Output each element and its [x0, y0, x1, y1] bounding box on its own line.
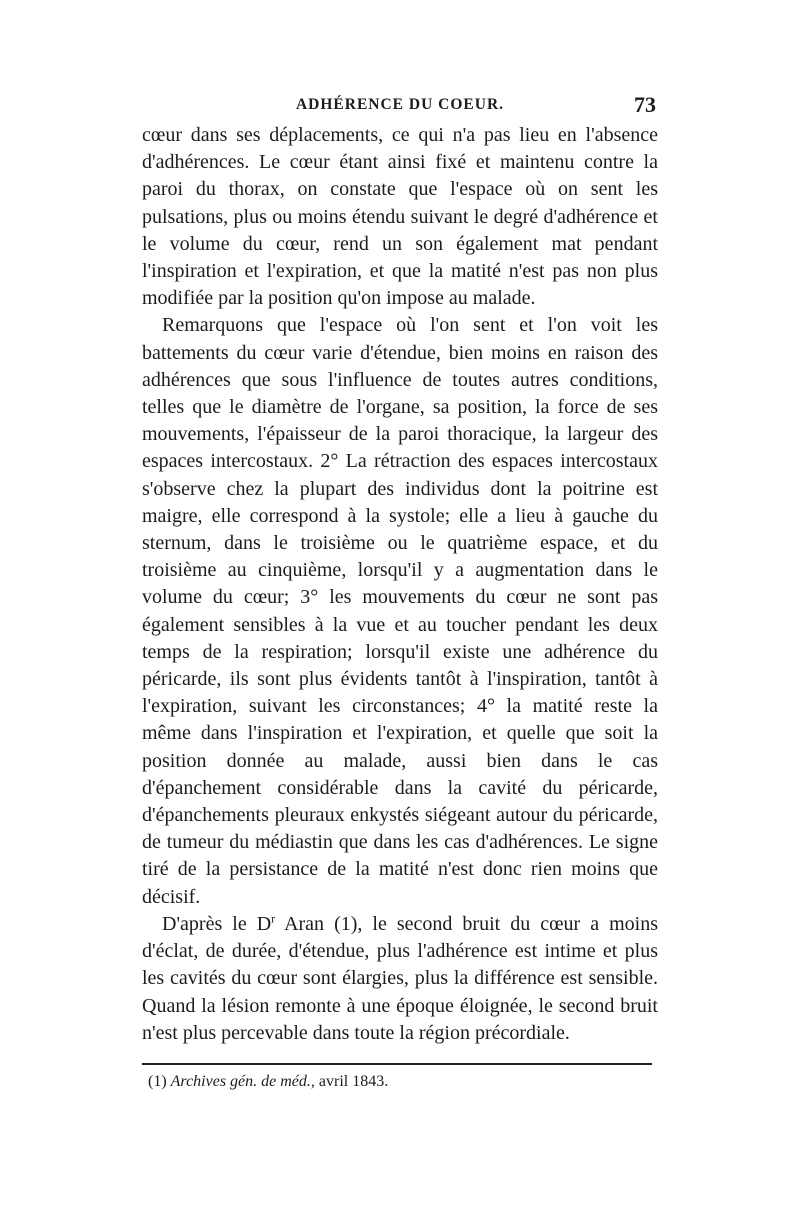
- paragraph-remarquons: Remarquons que l'espace où l'on sent et l'on voit les battements du cœur varie d'étendue, bien moins en raison des adhérences que sous l'influence de toutes autres conditions, telles que le diamètre de l'organe, sa position, la force de ses mouvements, l'épaisseur de la paroi thoracique, la largeur des espaces intercostaux. 2° La rétraction des espaces intercostaux s'observe chez la plupart des individus dont la poitrine est maigre, elle correspond à la systole; elle a lieu à gauche du sternum, dans le troisième ou le quatrième espace, et du troisième au cinquième, lorsqu'il y a augmentation dans le volume du cœur; 3° les mouvements du cœur ne sont pas également sensibles à la vue et au toucher pendant les deux temps de la respiration; lorsqu'il existe une adhérence du péricarde, ils sont plus évidents tantôt à l'inspiration, tantôt à l'expiration, suivant les circonstances; 4° la matité reste la même dans l'inspiration et l'expiration, et quelle que soit la position donnée au malade, aussi bien dans le cas d'épanchement considérable dans la cavité du péricarde, d'épanchements pleuraux enkystés siégeant autour du péricarde, de tumeur du médiastin que dans les cas d'adhérences. Le signe tiré de la persistance de la matité n'est donc rien moins que décisif.: [142, 314, 658, 908]
- body-text: [142, 122, 658, 1047]
- footnote-title: Archives gén. de méd.: [170, 1072, 311, 1090]
- running-head: [142, 92, 658, 120]
- footnote: [142, 1073, 658, 1091]
- footnote-rest: , avril 1843.: [310, 1072, 389, 1090]
- page-number: 73: [634, 92, 656, 117]
- book-page: [142, 92, 658, 1091]
- footnote-rule: [142, 1063, 652, 1065]
- paragraph-aran: [142, 911, 658, 1047]
- aran-superscript: r: [271, 911, 276, 926]
- aran-rest: Aran (1), le second bruit du cœur a moins d'éclat, de durée, d'étendue, plus l'adhérence est intime et plus les cavités du cœur sont élargies, plus la différence est sensible. Quand la lésion remonte à une époque éloignée, le second: [142, 912, 658, 1017]
- aran-last-line: bruit n'est plus percevable dans toute la région précordiale.: [142, 994, 658, 1044]
- running-title: ADHÉRENCE DU COEUR.: [295, 96, 505, 113]
- aran-lead: D'après le D: [162, 912, 272, 935]
- footnote-marker: (1): [148, 1072, 167, 1090]
- paragraph-continuation: cœur dans ses déplacements, ce qui n'a pas lieu en l'absence d'adhérences. Le cœur étant ainsi fixé et maintenu contre la paroi du thorax, on constate que l'espace où on sent les pulsations, plus ou moins étendu suivant le degré d'adhérence et le volume du cœur, rend un son également mat pendant l'inspiration et l'expiration, et que la matité n'est pas non plus modifiée par la position qu'on impose au malade.: [142, 124, 658, 310]
